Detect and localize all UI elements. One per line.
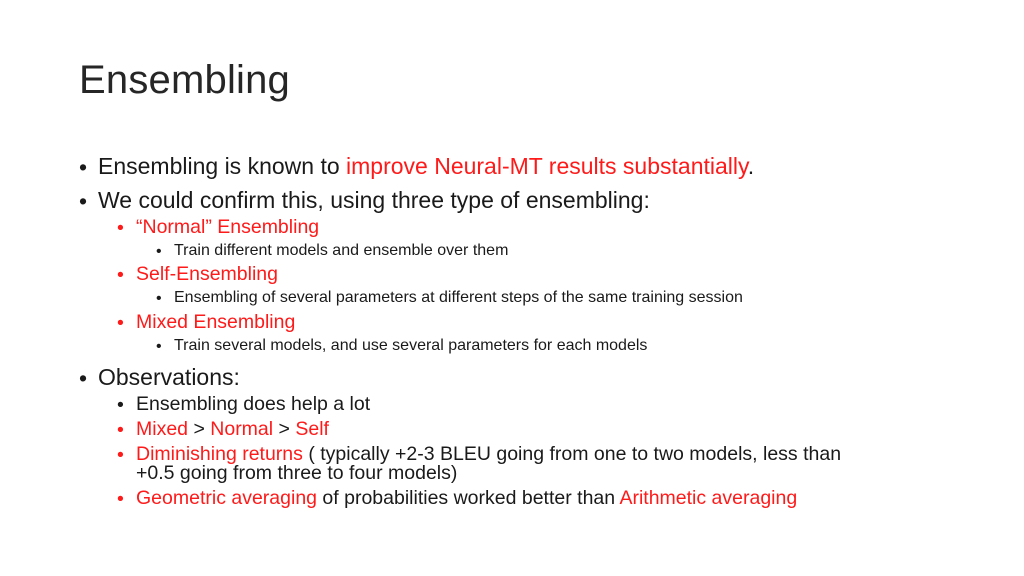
bullet-three-types: We could confirm this, using three type of ensembling: bbox=[98, 187, 650, 213]
highlight-text: Normal bbox=[210, 418, 274, 440]
highlight-text: Geometric averaging bbox=[136, 487, 318, 509]
bullet-self-ensembling: Self-Ensembling bbox=[136, 263, 278, 285]
bullet-marker: • bbox=[79, 188, 88, 214]
bullet-text: ( typically +2-3 BLEU going from one to two models, less than bbox=[302, 443, 842, 465]
operator-text: > bbox=[188, 418, 211, 440]
bullet-train-several-models: Train several models, and use several parameters for each models bbox=[174, 337, 648, 354]
bullet-ensembling-parameters: Ensembling of several parameters at different steps of the same training session bbox=[174, 289, 743, 306]
highlight-text: Arithmetic averaging bbox=[619, 487, 798, 509]
bullet-marker: • bbox=[117, 444, 124, 466]
bullet-marker: • bbox=[117, 419, 124, 441]
bullet-diminishing-returns-continued: +0.5 going from three to four models) bbox=[136, 462, 458, 484]
highlight-text: improve Neural-MT results substantially bbox=[346, 153, 748, 179]
bullet-text: Ensembling is known to bbox=[98, 153, 347, 179]
bullet-marker: • bbox=[79, 365, 88, 391]
bullet-marker: • bbox=[117, 217, 124, 239]
bullet-ranking bbox=[136, 419, 329, 439]
bullet-observations: Observations: bbox=[98, 364, 240, 390]
bullet-marker: • bbox=[117, 488, 124, 510]
bullet-marker: • bbox=[117, 264, 124, 286]
bullet-marker: • bbox=[79, 154, 88, 180]
bullet-marker: • bbox=[156, 290, 162, 307]
bullet-help-a-lot: Ensembling does help a lot bbox=[136, 393, 371, 415]
bullet-normal-ensembling: “Normal” Ensembling bbox=[136, 216, 320, 238]
bullet-improve-results bbox=[98, 154, 754, 178]
bullet-marker: • bbox=[156, 338, 162, 355]
bullet-mixed-ensembling: Mixed Ensembling bbox=[136, 311, 296, 333]
highlight-text: Mixed bbox=[136, 418, 189, 440]
bullet-marker: • bbox=[117, 394, 124, 416]
bullet-text: of probabilities worked better than bbox=[317, 487, 620, 509]
highlight-text: Diminishing returns bbox=[136, 443, 303, 465]
bullet-geometric-averaging bbox=[136, 488, 797, 508]
operator-text: > bbox=[273, 418, 296, 440]
bullet-marker: • bbox=[156, 243, 162, 260]
bullet-marker: • bbox=[117, 312, 124, 334]
bullet-text: . bbox=[747, 153, 755, 179]
highlight-text: Self bbox=[295, 418, 329, 440]
slide-title: Ensembling bbox=[79, 58, 291, 102]
bullet-train-different-models: Train different models and ensemble over them bbox=[174, 242, 509, 259]
